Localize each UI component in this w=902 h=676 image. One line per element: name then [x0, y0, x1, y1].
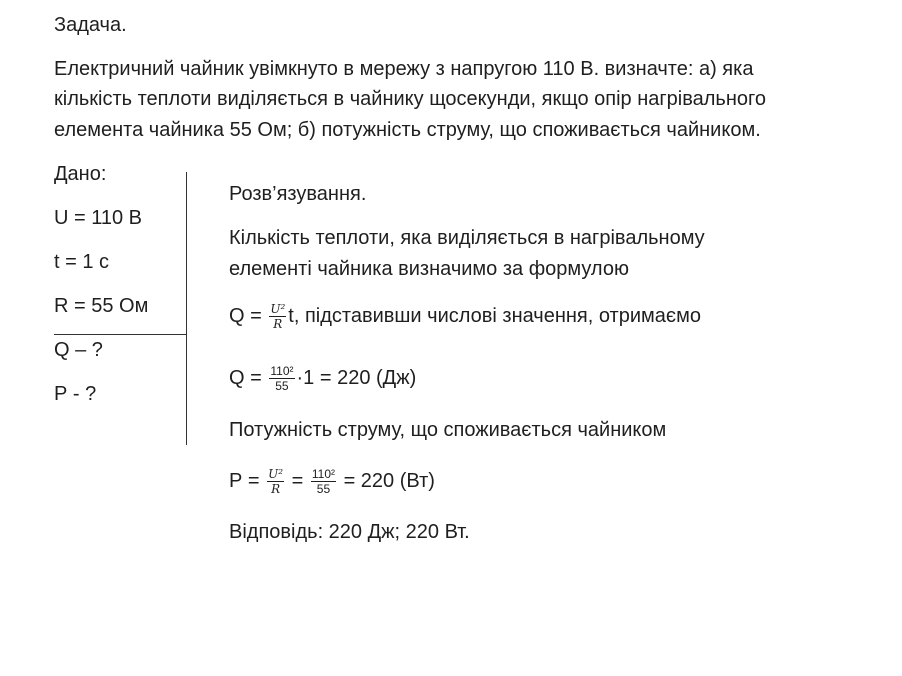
given-time: t = 1 с — [54, 251, 110, 273]
power-line: Потужність струму, що споживається чайником — [229, 419, 667, 441]
task-line-2: кількість теплоти виділяється в чайнику щосекунди, якщо опір нагрівального — [54, 88, 767, 110]
given-resistance: R = 55 Ом — [54, 295, 149, 317]
solution-heading: Розв’язування. — [229, 183, 367, 205]
fraction-numerator: 110² — [311, 466, 336, 481]
unknown-heat: Q – ? — [54, 339, 103, 361]
formula-heat-values-prefix: Q = — [229, 367, 268, 389]
unknown-power: Р - ? — [54, 383, 97, 405]
fraction-u2-over-r — [269, 302, 286, 331]
task-line-1: Електричний чайник увімкнуто в мережу з напругою 110 В. визначте: а) яка — [54, 58, 754, 80]
given-horizontal-divider — [54, 334, 187, 335]
given-vertical-divider — [186, 172, 187, 445]
given-voltage: U = 110 В — [54, 207, 143, 229]
answer-line: Відповідь: 220 Дж; 220 Вт. — [229, 521, 470, 543]
given-label: Дано: — [54, 163, 107, 185]
formula-heat-general — [229, 296, 701, 336]
formula-power-prefix: Р = — [229, 470, 266, 492]
solution-intro-line-2: елементі чайника визначимо за формулою — [229, 258, 629, 280]
fraction-numerator: U² — [270, 301, 286, 316]
formula-power — [229, 461, 435, 501]
task-heading: Задача. — [54, 14, 127, 36]
formula-power-suffix: = 220 (Вт) — [338, 470, 435, 492]
fraction-numerator: 110² — [270, 363, 294, 378]
fraction-numerator: U² — [268, 466, 284, 481]
fraction-denominator: R — [273, 316, 283, 331]
task-line-3: елемента чайника 55 Ом; б) потужність струму, що споживається чайником. — [54, 119, 761, 141]
formula-heat-values — [229, 358, 416, 398]
formula-heat-general-suffix: t, підставивши числові значення, отримаємо — [288, 305, 701, 327]
formula-heat-general-prefix: Q = — [229, 305, 268, 327]
fraction-denominator: 55 — [316, 481, 331, 496]
fraction-110-squared-over-55 — [269, 364, 294, 393]
fraction-u2-over-r — [267, 467, 284, 496]
fraction-110-squared-over-55 — [311, 467, 336, 496]
formula-heat-values-suffix: ·1 = 220 (Дж) — [296, 367, 417, 389]
formula-power-equals: = — [286, 470, 309, 492]
fraction-denominator: R — [271, 481, 281, 496]
solution-intro-line-1: Кількість теплоти, яка виділяється в нагрівальному — [229, 227, 705, 249]
fraction-denominator: 55 — [275, 378, 289, 393]
